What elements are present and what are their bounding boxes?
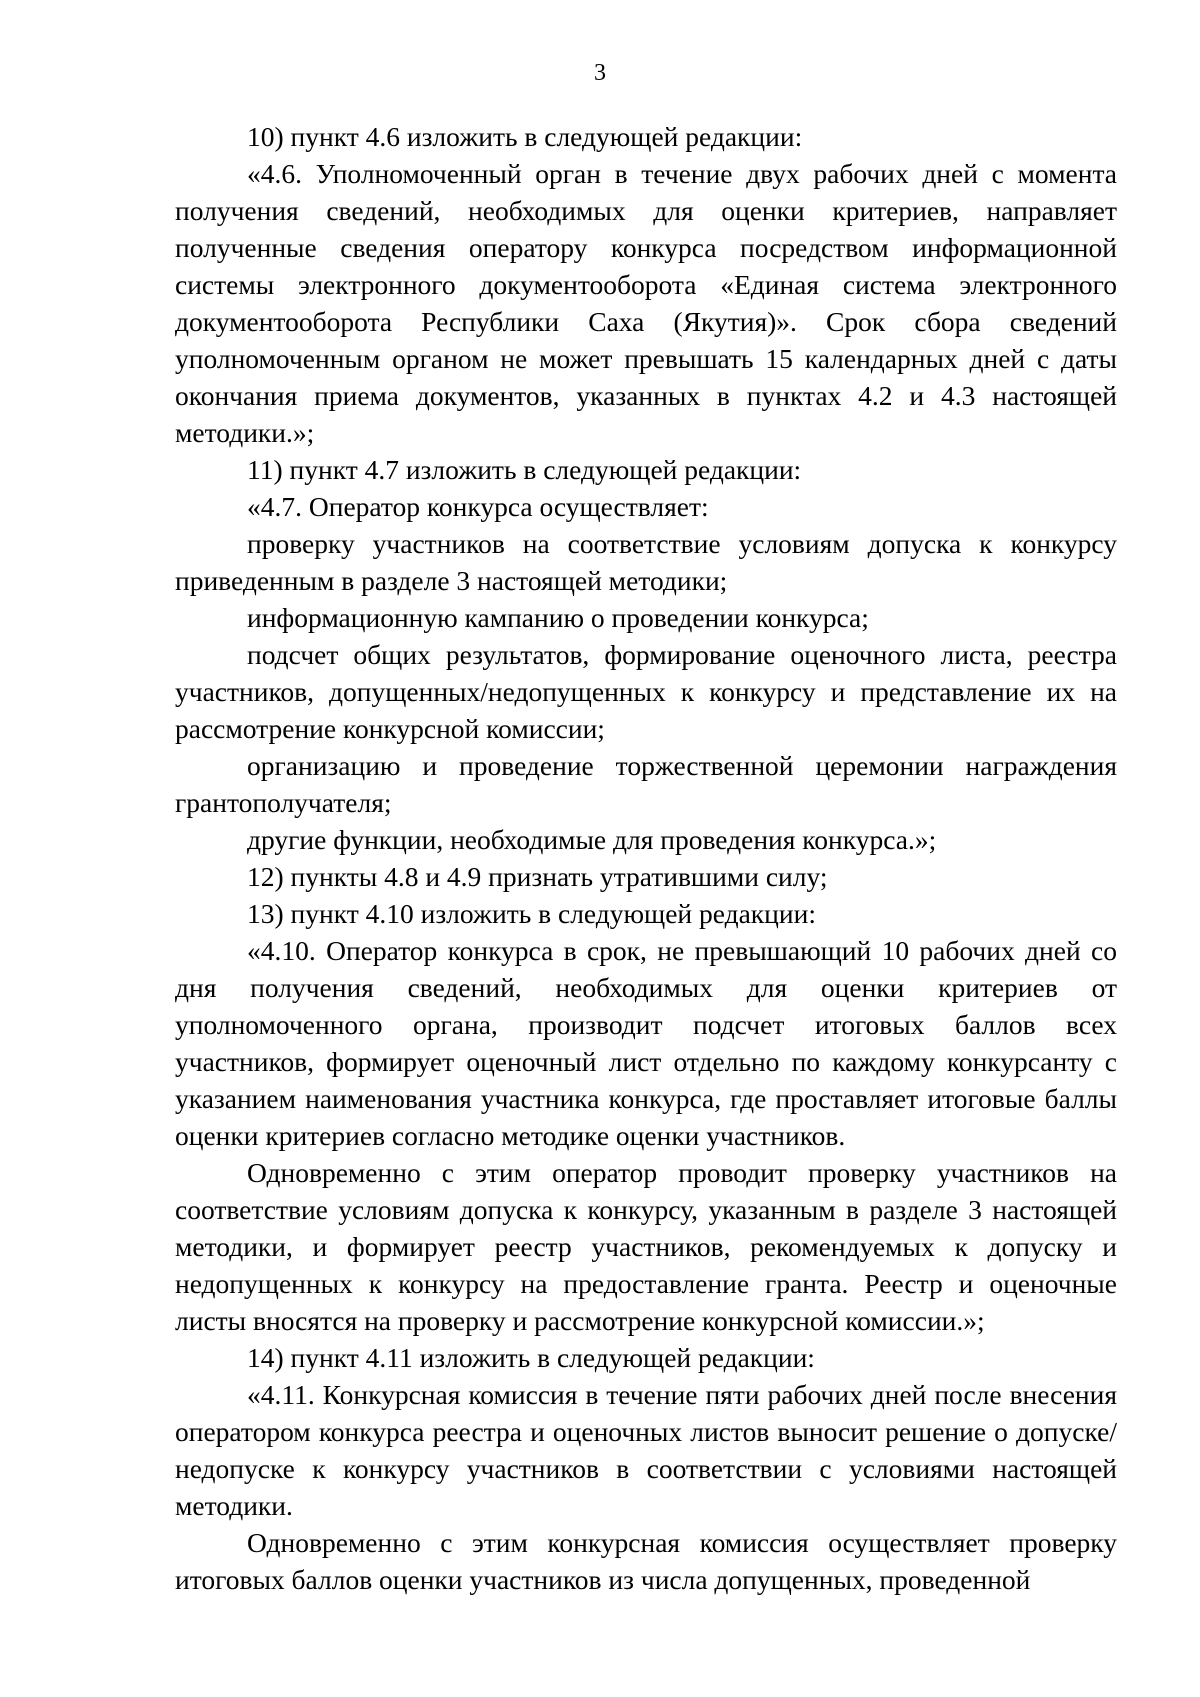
paragraph-item-10: 10) пункт 4.6 изложить в следующей редакции: xyxy=(247,121,803,152)
paragraph-clause-4-7-campaign: информационную кампанию о проведении конкурса; xyxy=(247,602,869,633)
paragraph-item-11: 11) пункт 4.7 изложить в следующей редакции: xyxy=(247,454,802,485)
document-body xyxy=(175,118,1117,1598)
paragraph-clause-4-10-registry: Одновременно с этим оператор проводит проверку участников на соответствие условиям допуска к конкурсу, указанным в разделе 3 настоящей методики, и формирует реестр участников, рекомендуемых к допуску и недопущенных к конкурсу на предоставление гранта. Реестр и оценочные листы вносятся на проверку и рассмотрение конкурсной комиссии.»; xyxy=(175,1157,1117,1336)
paragraph-clause-4-7: «4.7. Оператор конкурса осуществляет: xyxy=(247,491,709,522)
paragraph-clause-4-7-ceremony: организацию и проведение торжественной церемонии награждения грантополучателя; xyxy=(175,750,1117,818)
paragraph-item-13: 13) пункт 4.10 изложить в следующей редакции: xyxy=(247,898,816,929)
paragraph-clause-4-11: «4.11. Конкурсная комиссия в течение пяти рабочих дней после внесения оператором конкурса реестра и оценочных листов выносит решение о допуске/недопуске к конкурсу участников в соответствии с условиями настоящей методики. xyxy=(175,1379,1117,1521)
paragraph-clause-4-6: «4.6. Уполномоченный орган в течение двух рабочих дней с момента получения сведений, необходимых для оценки критериев, направляет полученные сведения оператору конкурса посредством информационной системы электронного документооборота «Единая система электронного документооборота Республики Саха (Якутия)». Срок сбора сведений уполномоченным органом не может превышать 15 календарных дней с даты окончания приема документов, указанных в пунктах 4.2 и 4.3 настоящей методики.»; xyxy=(175,158,1117,448)
page-number: 3 xyxy=(594,60,606,86)
paragraph-clause-4-7-other: другие функции, необходимые для проведения конкурса.»; xyxy=(247,824,937,855)
paragraph-clause-4-7-check: проверку участников на соответствие условиям допуска к конкурсу приведенным в разделе 3 настоящей методики; xyxy=(175,528,1117,596)
paragraph-clause-4-11-check: Одновременно с этим конкурсная комиссия осуществляет проверку итоговых баллов оценки участников из числа допущенных, проведенной xyxy=(175,1527,1117,1595)
paragraph-item-12: 12) пункты 4.8 и 4.9 признать утратившими силу; xyxy=(247,861,828,892)
paragraph-clause-4-7-results: подсчет общих результатов, формирование оценочного листа, реестра участников, допущенных/недопущенных к конкурсу и представление их на рассмотрение конкурсной комиссии; xyxy=(175,639,1117,744)
paragraph-item-14: 14) пункт 4.11 изложить в следующей редакции: xyxy=(247,1342,815,1373)
paragraph-clause-4-10: «4.10. Оператор конкурса в срок, не превышающий 10 рабочих дней со дня получения сведений, необходимых для оценки критериев от уполномоченного органа, производит подсчет итоговых баллов всех участников, формирует оценочный лист отдельно по каждому конкурсанту с указанием наименования участника конкурса, где проставляет итоговые баллы оценки критериев согласно методике оценки участников. xyxy=(175,935,1117,1151)
